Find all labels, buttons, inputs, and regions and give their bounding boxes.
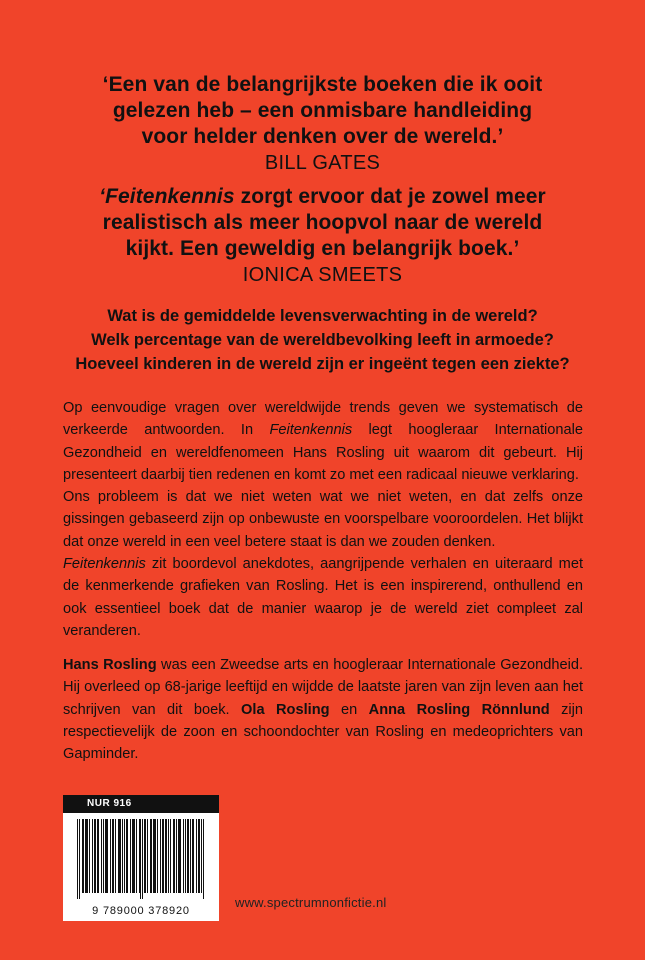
book-title-italic: Feitenkennis <box>269 422 353 439</box>
nur-label: NUR 916 <box>63 795 219 813</box>
barcode <box>63 813 219 921</box>
quote-line: zorgt ervoor dat je zowel meer <box>234 185 546 208</box>
quote-bill-gates <box>0 72 645 176</box>
author-text: zijn respectievelijk de zoon en schoondochter van Rosling en medeoprichters van Gapminder. <box>63 701 584 763</box>
author-text: en <box>329 701 369 718</box>
quote-line: realistisch als meer hoopvol naar de wereld <box>102 211 543 234</box>
question: Welk percentage van de wereldbevolking leeft in armoede? <box>91 331 554 349</box>
book-title-italic: ‘Feitenkennis <box>99 185 235 208</box>
book-title-italic: Feitenkennis <box>63 556 146 573</box>
description-paragraph <box>63 397 583 642</box>
quote-line: gelezen heb – een onmisbare handleiding <box>112 99 533 122</box>
question: Hoeveel kinderen in de wereld zijn er ingeënt tegen een ziekte? <box>75 355 570 373</box>
author-text: was een Zweedse arts en hoogleraar Internationale Gezondheid. Hij overleed op 68-jarige leeftijd en wijdde de laatste jaren van zijn leven aan het schrijven van dit boek. <box>63 657 584 718</box>
barcode-bars <box>77 819 205 899</box>
barcode-digits: 9 789000 378920 <box>92 905 190 917</box>
quote-line: kijkt. Een geweldig en belangrijk boek.’ <box>125 237 520 260</box>
author-name: Hans Rosling <box>63 657 157 673</box>
questions-block <box>0 304 645 376</box>
quote-line: ‘Een van de belangrijkste boeken die ik ooit <box>102 73 543 96</box>
quote-author: IONICA SMEETS <box>242 264 403 286</box>
publisher-url[interactable]: www.spectrumnonfictie.nl <box>235 895 387 910</box>
description-text: Op eenvoudige vragen over wereldwijde trends geven we systematisch de verkeerde antwoorden. In <box>63 400 583 439</box>
description-text: zit boordevol anekdotes, aangrijpende verhalen en uiteraard met de kenmerkende grafieken van Rosling. Het is een inspirerend, onthullend en ook essentieel boek dat de manier waarop je de wereld ziet compleet zal veranderen. <box>63 556 583 639</box>
quote-author: BILL GATES <box>264 152 381 174</box>
quote-ionica-smeets <box>0 184 645 288</box>
description-text: Ons probleem is dat we niet weten wat we niet weten, en dat zelfs onze gissingen gebaseerd zijn op onbewuste en voorspelbare vooroordelen. Het blijkt dat onze wereld in een veel betere staat is dan we zouden denken. <box>63 489 583 550</box>
author-name: Ola Rosling <box>241 701 330 718</box>
author-name: Anna Rosling Rönnlund <box>368 701 550 718</box>
authors-paragraph <box>63 654 583 765</box>
quote-line: voor helder denken over de wereld.’ <box>141 125 504 148</box>
question: Wat is de gemiddelde levensverwachting in de wereld? <box>107 307 538 325</box>
barcode-block <box>63 795 219 921</box>
description-text: legt hoogleraar Internationale Gezondheid en wereldfenomeen Hans Rosling uit waarom dit gebeurt. Hij presenteert daarbij tien redenen en komt zo met een radicaal nieuwe verklaring. <box>63 422 583 483</box>
